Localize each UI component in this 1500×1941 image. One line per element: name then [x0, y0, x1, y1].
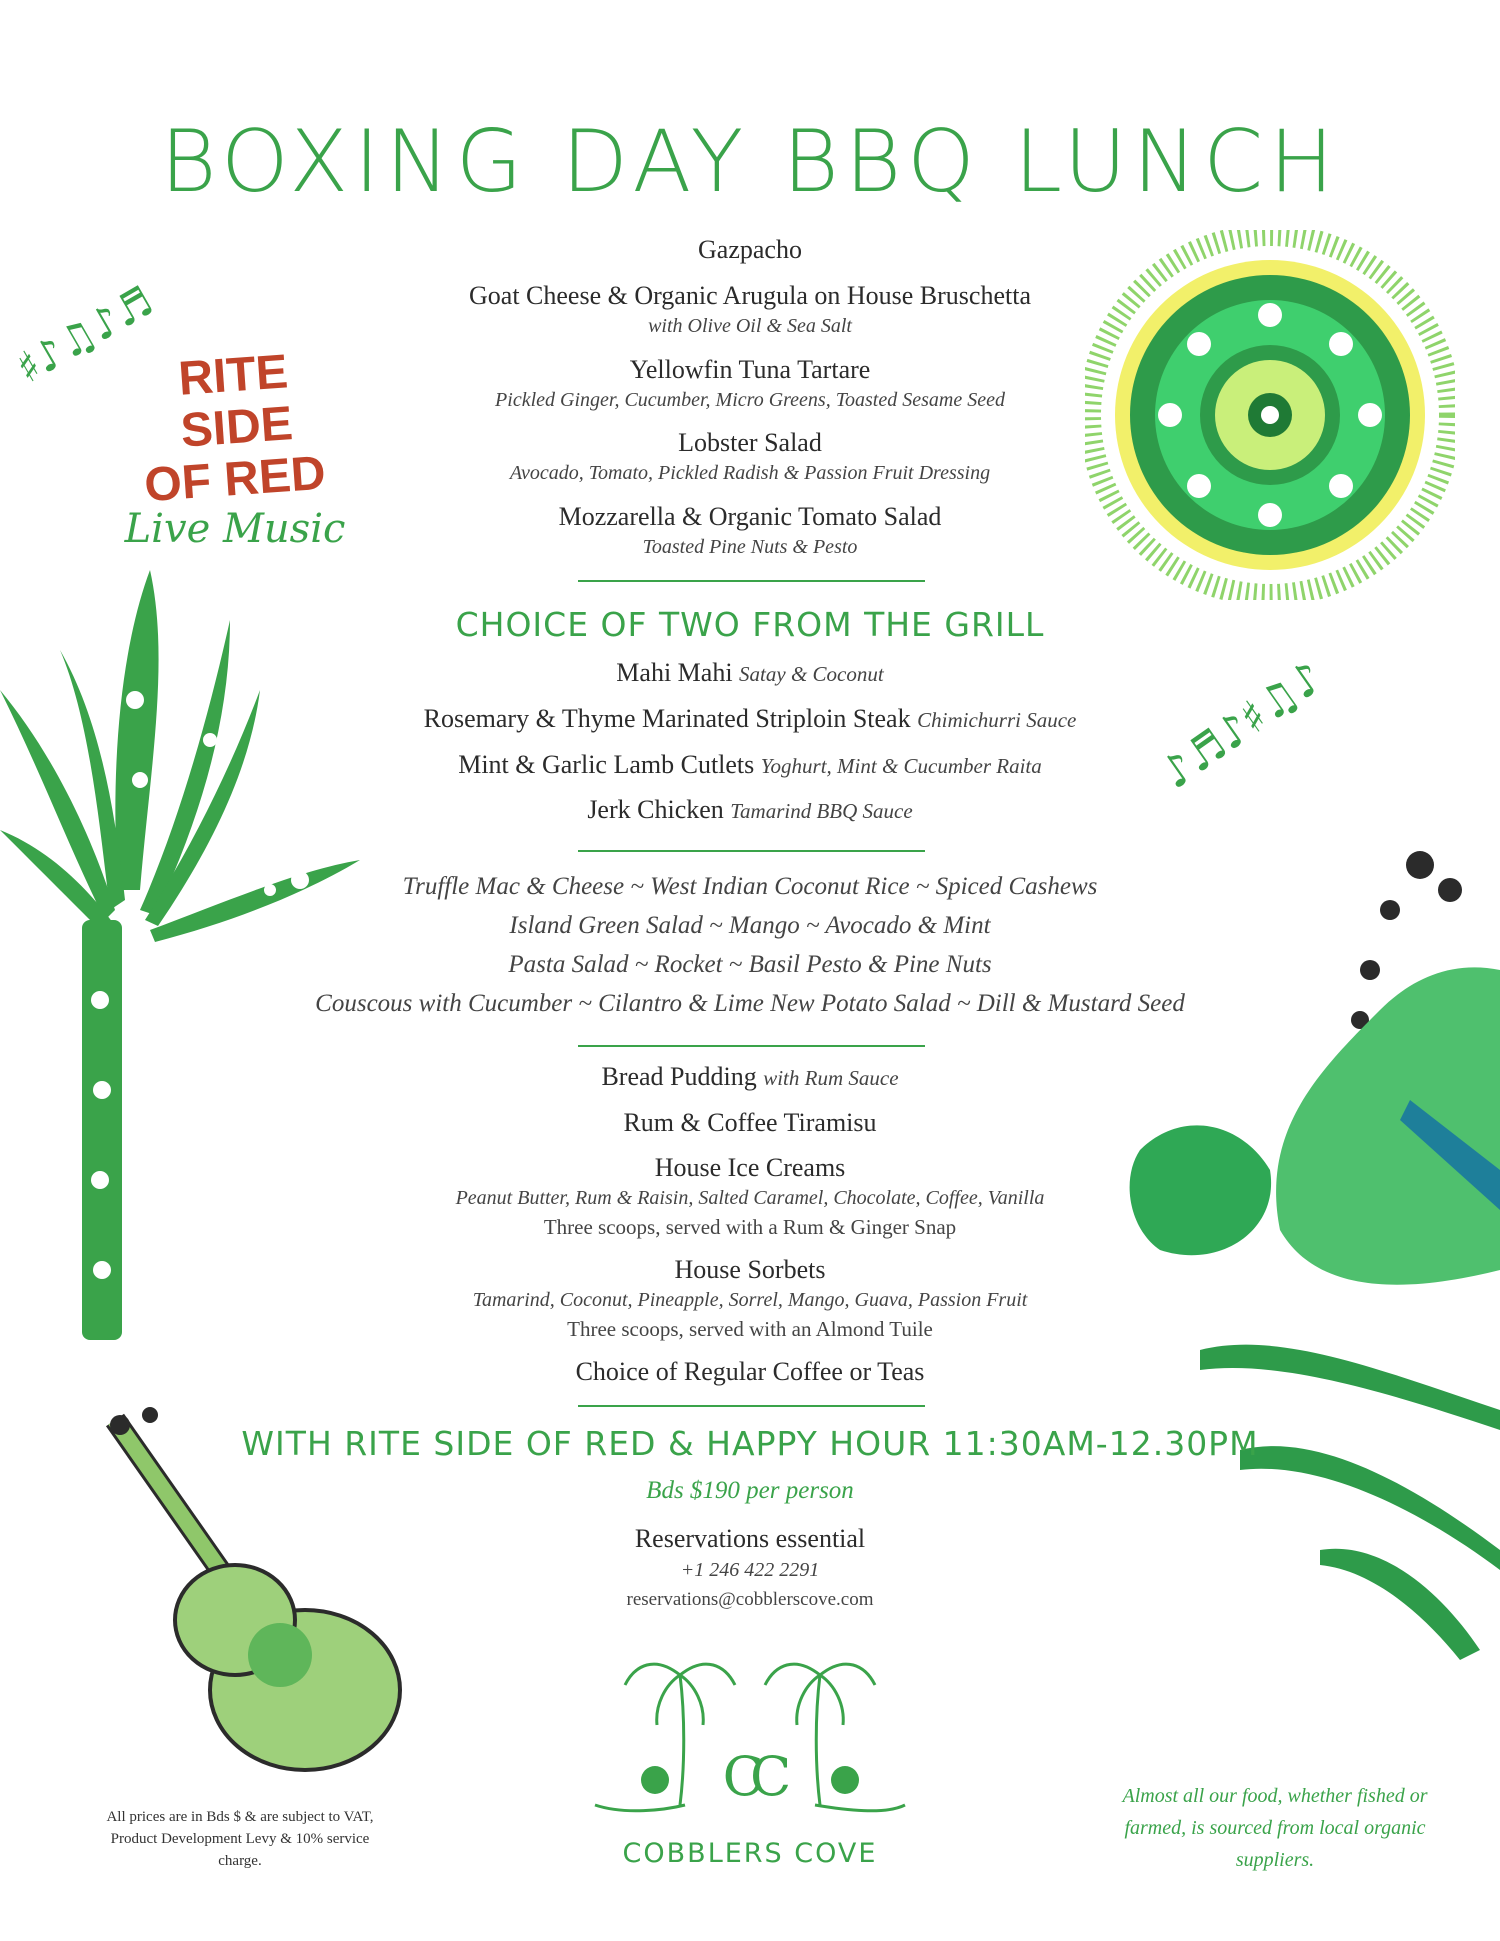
sides-line: Couscous with Cucumber ~ Cilantro & Lime New Potato Salad ~ Dill & Mustard Seed — [315, 990, 1185, 1017]
divider — [578, 1405, 925, 1407]
dessert-desc: Tamarind, Coconut, Pineapple, Sorrel, Mango, Guava, Passion Fruit — [472, 1289, 1028, 1311]
grill-item-name: Mahi Mahi — [616, 658, 733, 687]
logo-name: COBBLERS COVE — [622, 1838, 878, 1869]
sides-line: Truffle Mac & Cheese ~ West Indian Coconut Rice ~ Spiced Cashews — [402, 873, 1098, 900]
reservations-email[interactable]: reservations@cobblerscove.com — [626, 1589, 874, 1610]
divider — [578, 1045, 925, 1047]
dessert-name: House Sorbets — [674, 1255, 826, 1284]
grill-item — [0, 795, 1500, 825]
dessert-desc: with Rum Sauce — [763, 1066, 899, 1090]
grill-item — [0, 704, 1500, 734]
starter-name: Lobster Salad — [678, 428, 822, 457]
starter-name: Goat Cheese & Organic Arugula on House Bruschetta — [469, 281, 1031, 310]
footer-pricing-note: All prices are in Bds $ & are subject to VAT, Product Development Levy & 10% service charge. — [106, 1809, 374, 1869]
grill-item-desc: Satay & Coconut — [739, 662, 884, 686]
music-notes-icon: ♪♬♪♯♫♪ — [1152, 651, 1333, 800]
music-notes-icon: ♯♪♫♪♬ — [7, 275, 162, 394]
grill-heading: CHOICE OF TWO FROM THE GRILL — [455, 605, 1045, 644]
starter-name: Gazpacho — [698, 235, 802, 264]
grill-item-desc: Chimichurri Sauce — [917, 708, 1077, 732]
starter-name: Mozzarella & Organic Tomato Salad — [558, 502, 942, 531]
starter-desc: Toasted Pine Nuts & Pesto — [642, 536, 858, 558]
dessert-name: House Ice Creams — [654, 1153, 846, 1182]
dessert-desc: Peanut Butter, Rum & Raisin, Salted Caramel, Chocolate, Coffee, Vanilla — [455, 1187, 1045, 1209]
grill-item-name: Rosemary & Thyme Marinated Striploin Steak — [423, 704, 911, 733]
grill-item-desc: Yoghurt, Mint & Cucumber Raita — [760, 754, 1042, 778]
grill-item — [0, 658, 1500, 688]
footer-sourcing-note: Almost all our food, whether fished or farmed, is sourced from local organic suppliers. — [1122, 1785, 1428, 1871]
grill-item-name: Mint & Garlic Lamb Cutlets — [458, 750, 755, 779]
band-tagline: Live Music — [124, 506, 346, 552]
reservations-heading: Reservations essential — [634, 1524, 866, 1553]
price: Bds $190 per person — [646, 1477, 854, 1504]
dessert-name: Rum & Coffee Tiramisu — [623, 1108, 877, 1137]
grill-item-desc: Tamarind BBQ Sauce — [730, 799, 913, 823]
reservations-phone[interactable]: +1 246 422 2291 — [680, 1559, 820, 1581]
happy-hour: WITH RITE SIDE OF RED & HAPPY HOUR 11:30AM-12.30PM — [241, 1424, 1259, 1463]
menu-title: BOXING DAY BBQ LUNCH — [160, 112, 1340, 212]
dessert-serving: Three scoops, served with an Almond Tuile — [567, 1317, 933, 1341]
grill-item-name: Jerk Chicken — [587, 795, 724, 824]
grill-item — [0, 750, 1500, 780]
starter-desc: Pickled Ginger, Cucumber, Micro Greens, Toasted Sesame Seed — [495, 389, 1005, 411]
sides-line: Pasta Salad ~ Rocket ~ Basil Pesto & Pine Nuts — [508, 951, 992, 978]
sides-line: Island Green Salad ~ Mango ~ Avocado & Mint — [509, 912, 991, 939]
starter-desc: Avocado, Tomato, Pickled Radish & Passion Fruit Dressing — [509, 462, 991, 484]
logo-monogram: CC — [722, 1745, 778, 1808]
dessert-item — [0, 1062, 1500, 1092]
divider — [578, 850, 925, 852]
starter-name: Yellowfin Tuna Tartare — [629, 355, 871, 384]
divider — [578, 580, 925, 582]
coffee-option: Choice of Regular Coffee or Teas — [575, 1357, 925, 1386]
band-name-line1: RITE SIDE — [176, 345, 295, 458]
dessert-name: Bread Pudding — [601, 1062, 757, 1091]
band-name-line2: OF RED — [142, 446, 328, 513]
dessert-serving: Three scoops, served with a Rum & Ginger Snap — [543, 1215, 957, 1239]
starter-desc: with Olive Oil & Sea Salt — [648, 315, 852, 337]
